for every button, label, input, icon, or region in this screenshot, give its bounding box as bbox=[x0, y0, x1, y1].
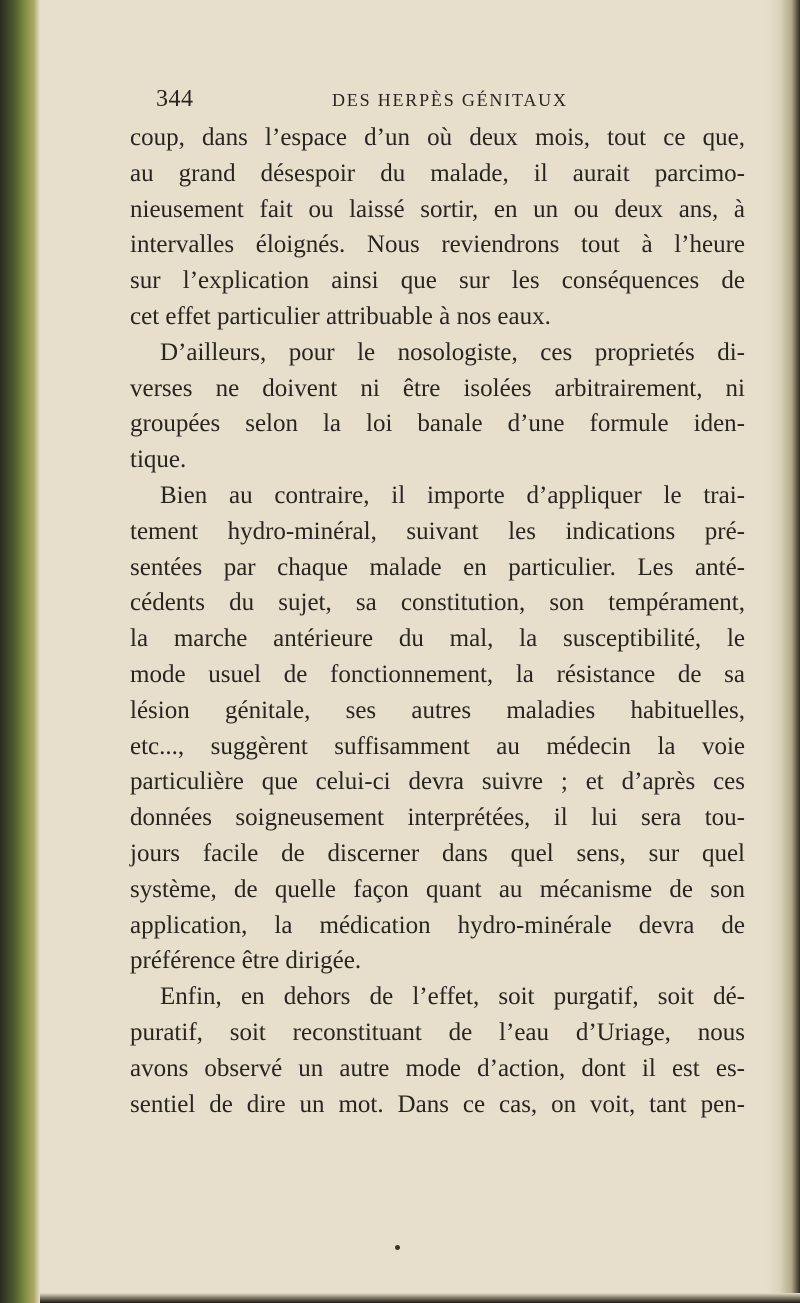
text-line: sentées par chaque malade en particulier. Les anté- bbox=[130, 553, 745, 581]
text-line: nieusement fait ou laissé sortir, en un ou deux ans, à bbox=[130, 195, 745, 223]
text-line: tement hydro-minéral, suivant les indications pré- bbox=[130, 517, 745, 545]
left-binding-edge bbox=[0, 0, 40, 1303]
text-line: coup, dans l’espace d’un où deux mois, tout ce que, bbox=[130, 124, 745, 151]
text-line: intervalles éloignés. Nous reviendrons tout à l’heure bbox=[130, 231, 745, 259]
right-page-edge bbox=[766, 0, 800, 1303]
ink-speck bbox=[395, 1245, 400, 1250]
text-line: lésion génitale, ses autres maladies habituelles, bbox=[130, 696, 745, 724]
text-line: cet effet particulier attribuable à nos eaux. bbox=[130, 302, 551, 330]
text-line: D’ailleurs, pour le nosologiste, ces proprietés di- bbox=[160, 338, 745, 366]
text-line: cédents du sujet, sa constitution, son tempérament, bbox=[130, 589, 745, 617]
text-line: Enfin, en dehors de l’effet, soit purgatif, soit dé- bbox=[160, 983, 745, 1011]
text-line: Bien au contraire, il importe d’appliquer le trai- bbox=[160, 481, 745, 509]
text-line: système, de quelle façon quant au mécanisme de son bbox=[130, 875, 745, 903]
text-line: etc..., suggèrent suffisamment au médecin la voie bbox=[130, 732, 745, 760]
text-line: préférence être dirigée. bbox=[130, 947, 362, 975]
text-line: application, la médication hydro-minérale devra de bbox=[130, 911, 745, 939]
running-head bbox=[130, 86, 745, 120]
text-line: verses ne doivent ni être isolées arbitrairement, ni bbox=[130, 374, 745, 402]
text-line: au grand désespoir du malade, il aurait parcimo- bbox=[130, 159, 745, 187]
text-line: puratif, soit reconstituant de l’eau d’Uriage, nous bbox=[130, 1018, 745, 1046]
text-line: tique. bbox=[130, 446, 187, 474]
book-page bbox=[130, 86, 745, 1122]
text-line: sur l’explication ainsi que sur les conséquences de bbox=[130, 267, 745, 295]
text-line: sentiel de dire un mot. Dans ce cas, on voit, tant pen- bbox=[130, 1090, 745, 1118]
running-head-title: DES HERPÈS GÉNITAUX bbox=[332, 90, 568, 110]
bottom-page-edge bbox=[40, 1293, 800, 1303]
page-number: 344 bbox=[156, 86, 194, 112]
text-line: particulière que celui-ci devra suivre ; et d’après ces bbox=[130, 768, 745, 796]
text-line: données soigneusement interprétées, il lui sera tou- bbox=[130, 804, 745, 832]
text-line: mode usuel de fonctionnement, la résistance de sa bbox=[130, 660, 745, 688]
text-line: la marche antérieure du mal, la susceptibilité, le bbox=[130, 625, 745, 653]
text-line: jours facile de discerner dans quel sens, sur quel bbox=[130, 839, 745, 867]
text-line: groupées selon la loi banale d’une formule iden- bbox=[130, 410, 745, 438]
body-text bbox=[130, 120, 745, 1122]
text-line: avons observé un autre mode d’action, dont il est es- bbox=[130, 1054, 745, 1082]
